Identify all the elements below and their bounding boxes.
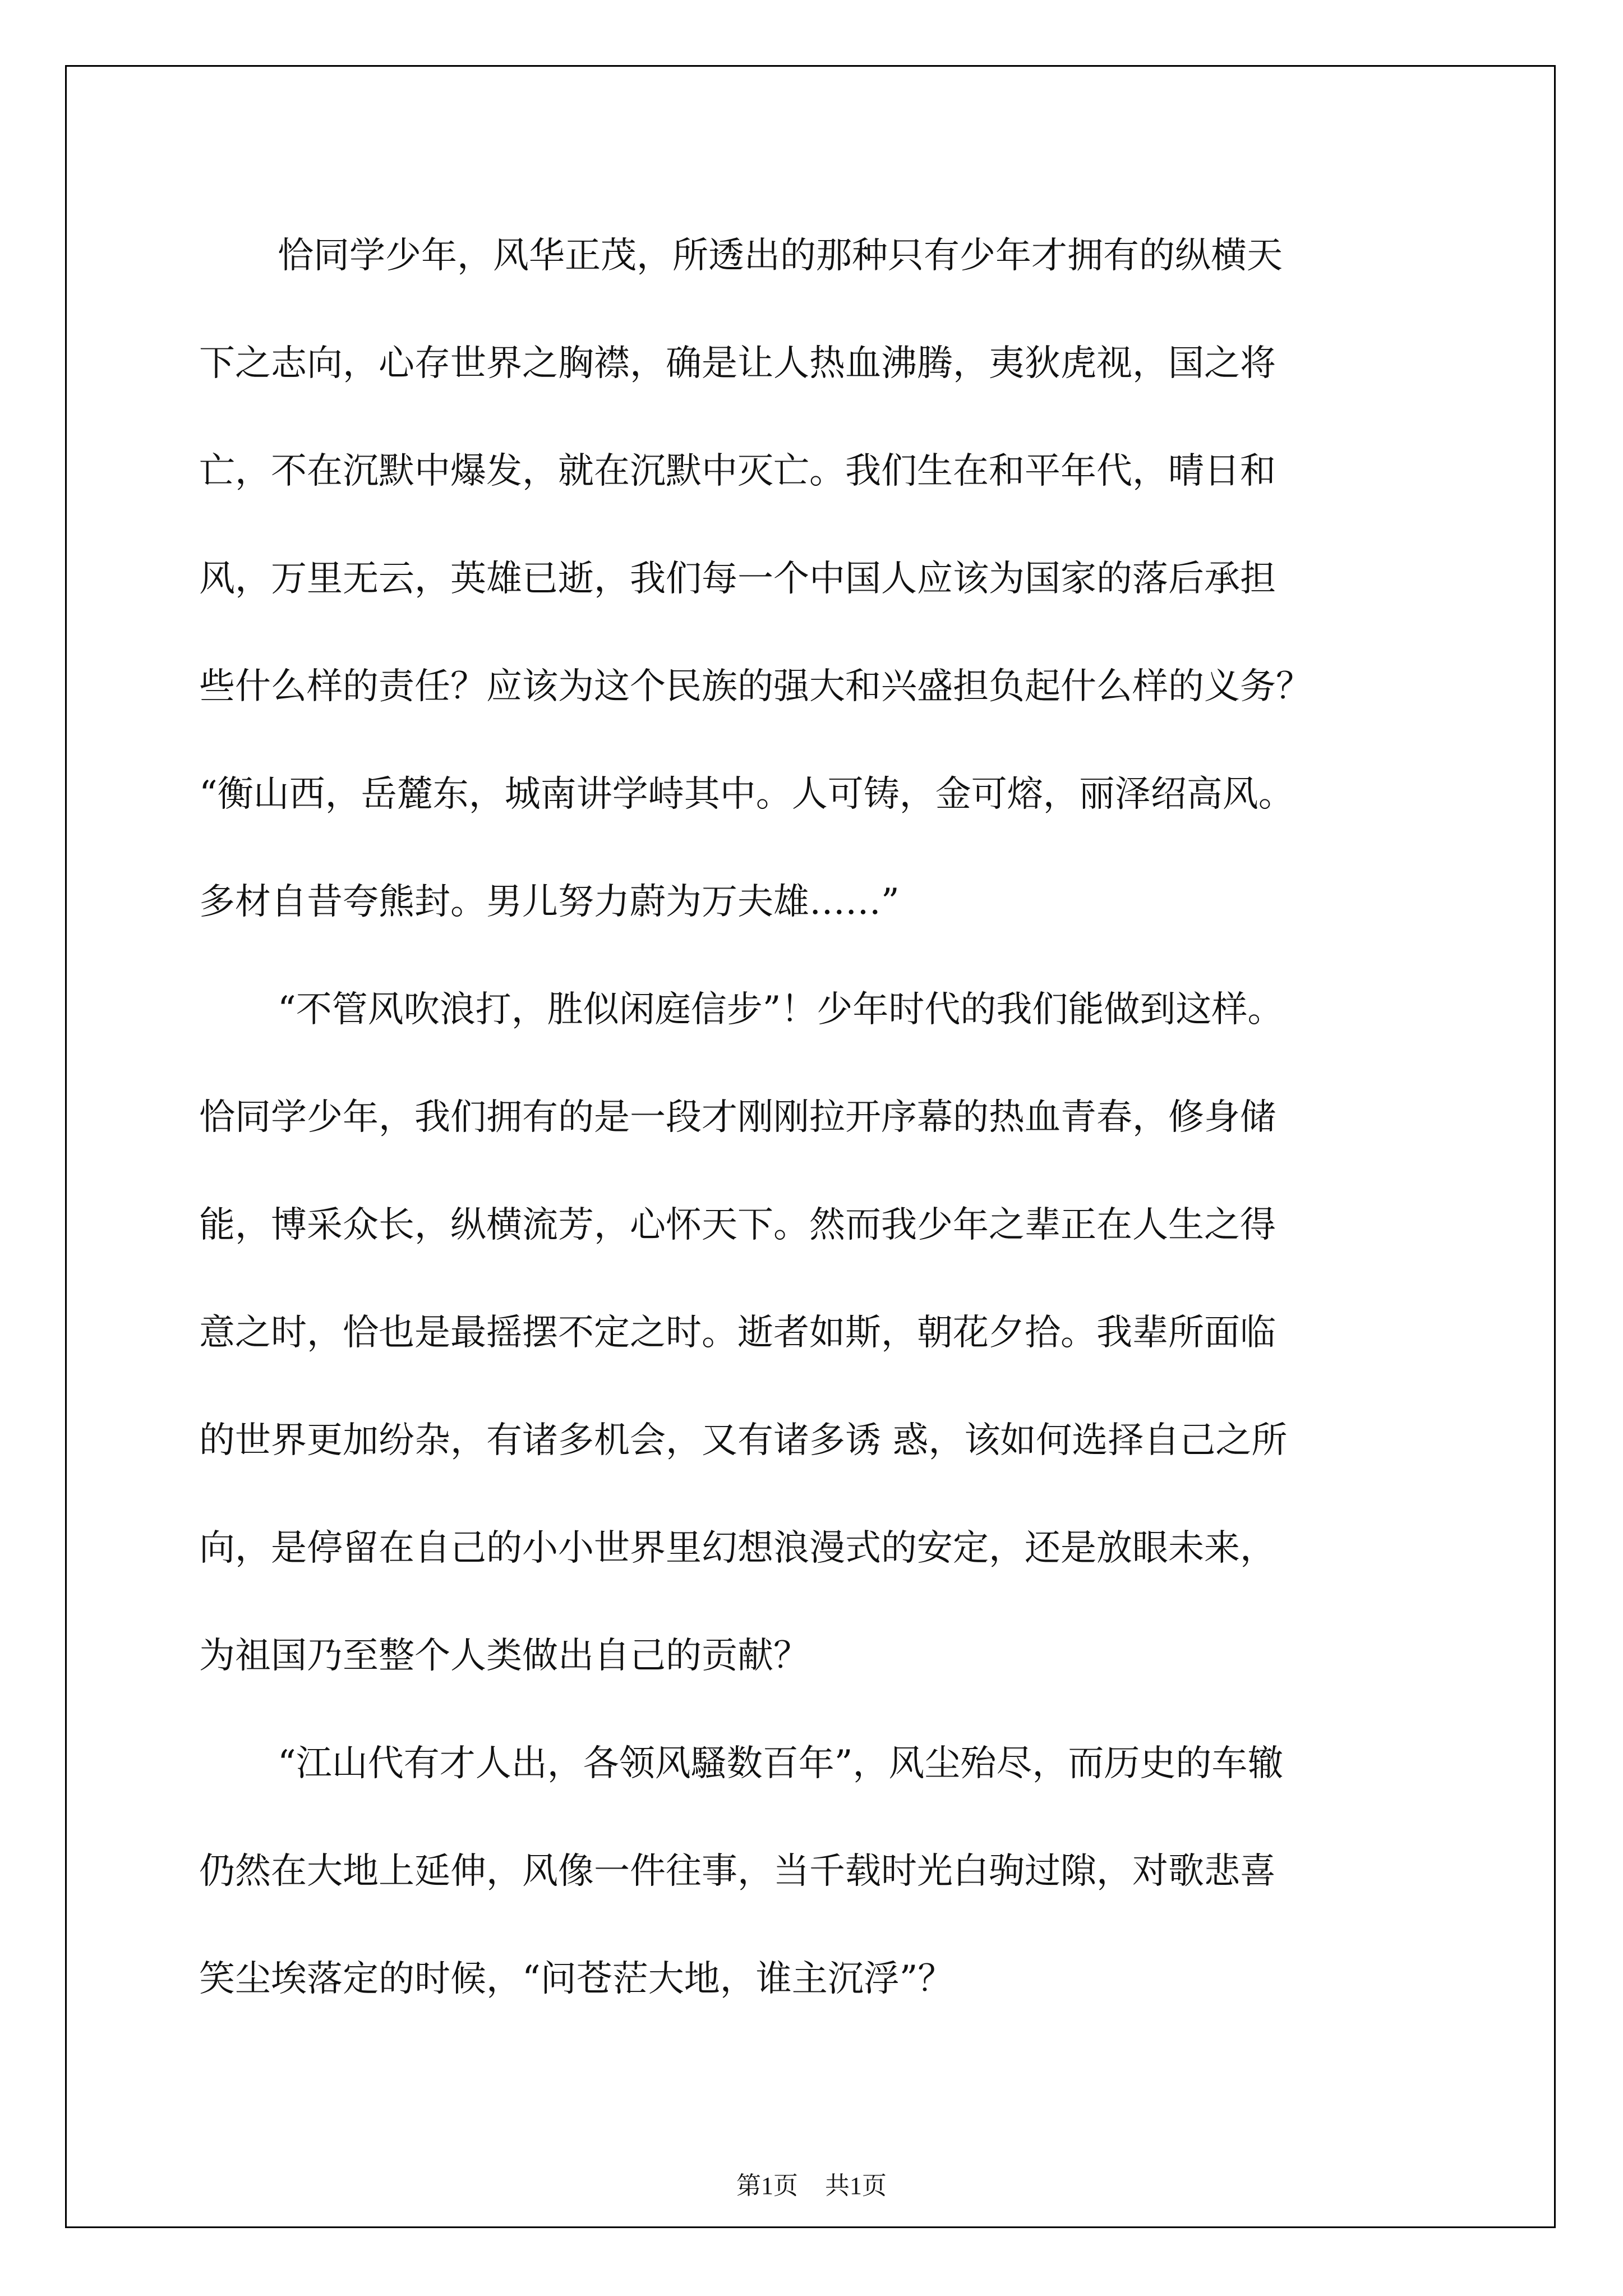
page-total: 共1页 bbox=[825, 2172, 887, 2200]
text-line: “不管风吹浪打，胜似闲庭信步”！少年时代的我们能做到这样。 bbox=[278, 989, 1284, 1030]
text-line: 仍然在大地上延伸，风像一件往事，当千载时光白驹过隙，对歌悲喜 bbox=[199, 1851, 1276, 1892]
text-line: 风，万里无云，英雄已逝，我们每一个中国人应该为国家的落后承担 bbox=[199, 558, 1276, 600]
text-line: 向，是停留在自己的小小世界里幻想浪漫式的安定，还是放眼未来， bbox=[199, 1527, 1276, 1569]
text-line: 笑尘埃落定的时候，“问苍茫大地，谁主沉浮”？ bbox=[199, 1958, 954, 2000]
text-line: 意之时，恰也是最摇摆不定之时。逝者如斯，朝花夕拾。我辈所面临 bbox=[199, 1312, 1276, 1354]
document-body bbox=[199, 202, 1433, 2033]
text-line: “江山代有才人出，各领风騷数百年”，风尘殆尽，而历史的车辙 bbox=[278, 1743, 1284, 1784]
text-line: 恰同学少年，我们拥有的是一段才刚刚拉开序幕的热血青春，修身储 bbox=[199, 1097, 1276, 1138]
text-line: 的世界更加纷杂，有诸多机会，又有诸多诱 惑，该如何选择自己之所 bbox=[199, 1420, 1288, 1461]
text-line: 下之志向，心存世界之胸襟，确是让人热血沸腾，夷狄虎视，国之将 bbox=[199, 343, 1276, 384]
page-number: 第1页 bbox=[736, 2172, 798, 2200]
text-line: 亡，不在沉默中爆发，就在沉默中灭亡。我们生在和平年代，晴日和 bbox=[199, 450, 1276, 492]
text-line: 多材自昔夸熊封。男儿努力蔚为万夫雄……” bbox=[199, 881, 900, 923]
text-line: 些什么样的责任？应该为这个民族的强大和兴盛担负起什么样的义务？ bbox=[199, 666, 1312, 707]
text-line: “衡山西，岳麓东，城南讲学峙其中。人可铸，金可熔，丽泽绍高风。 bbox=[199, 774, 1294, 815]
text-line: 恰同学少年，风华正茂，所透出的那种只有少年才拥有的纵横天 bbox=[278, 235, 1283, 277]
text-line: 为祖国乃至整个人类做出自己的贡献？ bbox=[199, 1635, 809, 1677]
text-line: 能，博采众长，纵横流芳，心怀天下。然而我少年之辈正在人生之得 bbox=[199, 1204, 1276, 1246]
page-footer bbox=[0, 2165, 1623, 2201]
